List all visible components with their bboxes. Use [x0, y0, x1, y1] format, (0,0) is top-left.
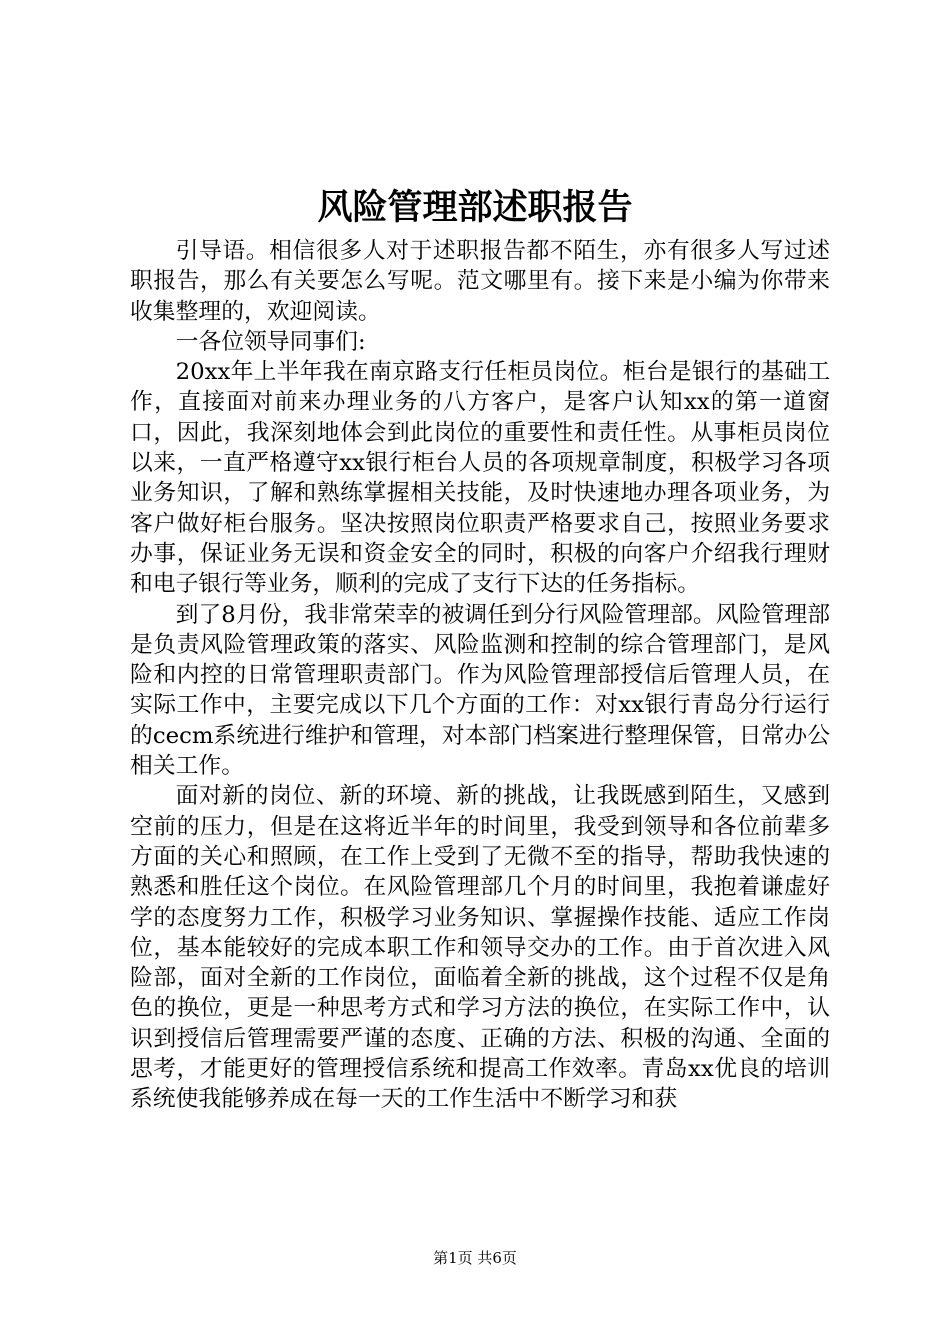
paragraph-teller-role: 20xx年上半年我在南京路支行任柜员岗位。柜台是银行的基础工作，直接面对前来办理业务的八方客户，是客户认知xx的第一道窗口，因此，我深刻地体会到此岗位的重要性和责任性。从事柜员岗位以来，一直严格遵守xx银行柜台人员的各项规章制度，积极学习各项业务知识，了解和熟练掌握相关技能，及时快速地办理各项业务，为客户做好柜台服务。坚决按照岗位职责严格要求自己，按照业务要求办事，保证业务无误和资金安全的同时，积极的向客户介绍我行理财和电子银行等业务，顺利的完成了支行下达的任务指标。 [130, 359, 830, 598]
paragraph-intro: 引导语。相信很多人对于述职报告都不陌生，亦有很多人写过述职报告，那么有关要怎么写呢。范文哪里有。接下来是小编为你带来收集整理的，欢迎阅读。 [130, 238, 830, 325]
paragraph-salutation: 一各位领导同事们: [175, 328, 366, 355]
paragraph-risk-transfer: 到了8月份，我非常荣幸的被调任到分行风险管理部。风险管理部是负责风险管理政策的落实、风险监测和控制的综合管理部门，是风险和内控的日常管理职责部门。作为风险管理部授信后管理人员，在实际工作中，主要完成以下几个方面的工作：对xx银行青岛分行运行的cecm系统进行维护和管理，对本部门档案进行整理保管，日常办公相关工作。 [130, 601, 830, 780]
paragraph-new-challenges: 面对新的岗位、新的环境、新的挑战，让我既感到陌生，又感到空前的压力，但是在这将近半年的时间里，我受到领导和各位前辈多方面的关心和照顾，在工作上受到了无微不至的指导，帮助我快速的熟悉和胜任这个岗位。在风险管理部几个月的时间里，我抱着谦虚好学的态度努力工作，积极学习业务知识、掌握操作技能、适应工作岗位，基本能较好的完成本职工作和领导交办的工作。由于首次进入风险部，面对全新的工作岗位，面临着全新的挑战，这个过程不仅是角色的换位，更是一种思考方式和学习方法的换位，在实际工作中，认识到授信后管理需要严谨的态度、正确的方法、积极的沟通、全面的思考，才能更好的管理授信系统和提高工作效率。青岛xx优良的培训系统使我能够养成在每一天的工作生活中不断学习和获 [130, 783, 830, 1113]
document-title: 风险管理部述职报告 [317, 187, 633, 228]
document-body [130, 236, 830, 1115]
page-footer: 第1页 共6页 [433, 1249, 517, 1267]
